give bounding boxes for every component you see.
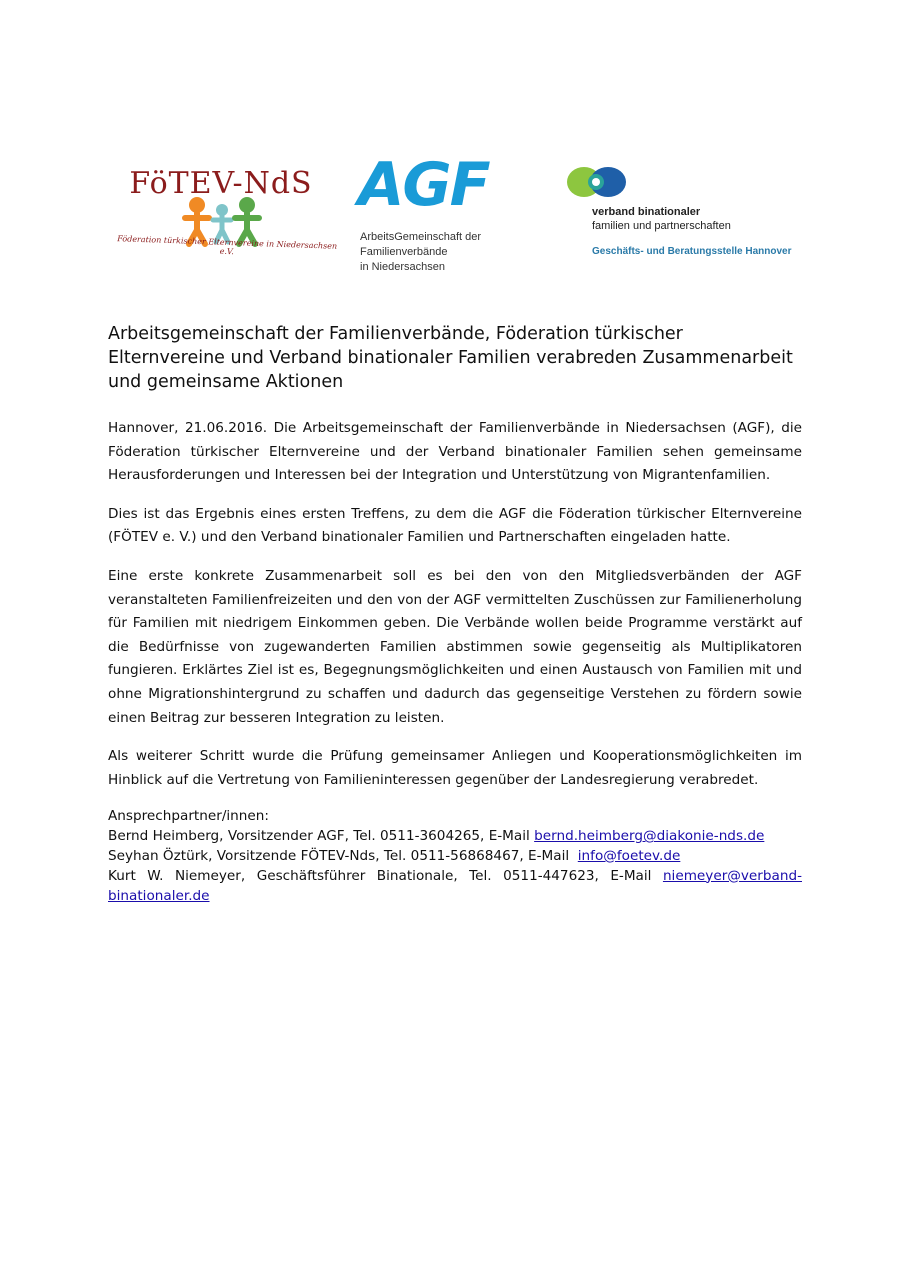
page-title: Arbeitsgemeinschaft der Familienverbände, Föderation türkischer Elternvereine und Verband binationaler Familien verabreden Zusammenarbeit und gemeinsame Aktionen (108, 324, 793, 392)
logo-bar (0, 0, 910, 300)
agf-logo-mark: AGF (358, 150, 489, 220)
contact-text: Bernd Heimberg, Vorsitzender AGF, Tel. 0511-3604265, E-Mail (108, 828, 535, 845)
email-link[interactable]: bernd.heimberg@diakonie-nds.de (534, 828, 765, 845)
paragraph-3: Eine erste konkrete Zusammenarbeit soll es bei den von den Mitgliedsverbänden der AGF veranstalteten Familienfreizeiten und den von der AGF vermittelten Zuschüssen zur Familienerholung für Familien mit niedrigem Einkommen geben. Die Verbände wollen beide Programme verstärkt auf die Bedürfnisse von zugewanderten Familien abstimmen sowie gegenseitig als Multiplikatoren fungieren. Erklärtes Ziel ist es, Begegnungsmöglichkeiten und einen Austausch von Familien mit und ohne Migrationshintergrund zu schaffen und dadurch das gegenseitige Verstehen zu fördern sowie einen Beitrag zur besseren Integration zu leisten. (108, 567, 802, 726)
contact-item (108, 827, 802, 847)
verband-logo-subtitle: familien und partnerschaften (592, 220, 731, 232)
verband-logo (566, 166, 806, 266)
email-link[interactable]: niemeyer@verband-binationaler.de (108, 867, 802, 904)
agf-subtitle-line2: in Niedersachsen (360, 261, 445, 273)
email-link[interactable]: info@foetev.de (577, 847, 681, 864)
contacts-section (108, 807, 802, 906)
fotev-logo-subtitle: Föderation türkischer Elternvereine in Niedersachsen e.V. (117, 234, 338, 257)
paragraph-1: Hannover, 21.06.2016. Die Arbeitsgemeinschaft der Familienverbände in Niedersachsen (AGF), die Föderation türkischer Elternvereine und der Verband binationaler Familien sehen gemeinsame Herausforderungen und Interessen bei der Integration und Unterstützung von Migrantenfamilien. (108, 420, 802, 484)
agf-logo (358, 150, 558, 273)
verband-logo-office: Geschäfts- und Beratungsstelle Hannover (592, 246, 792, 257)
contact-item (108, 867, 802, 907)
agf-logo-subtitle (360, 230, 560, 275)
contact-text: Seyhan Öztürk, Vorsitzende FÖTEV-Nds, Tel. 0511-56868467, E-Mail (108, 847, 578, 864)
paragraph-4: Als weiterer Schritt wurde die Prüfung gemeinsamer Anliegen und Kooperationsmöglichkeiten im Hinblick auf die Vertretung von Familieninteressen gegenüber der Landesregierung verabredet. (108, 748, 802, 788)
press-release (108, 322, 802, 906)
fotev-logo (107, 160, 338, 264)
contact-text: Kurt W. Niemeyer, Geschäftsführer Binationale, Tel. 0511-447623, E-Mail (108, 867, 663, 884)
contacts-heading: Ansprechpartner/innen: (108, 808, 269, 825)
agf-subtitle-line1: ArbeitsGemeinschaft der Familienverbände (360, 231, 482, 258)
fotev-logo-title: FöTEV-NdS (129, 166, 313, 201)
verband-logo-name: verband binationaler (592, 206, 701, 218)
contact-item (108, 847, 802, 867)
verband-circles-icon (566, 166, 630, 202)
paragraph-2: Dies ist das Ergebnis eines ersten Treffens, zu dem die AGF die Föderation türkischer Elternvereine (FÖTEV e. V.) und den Verband binationaler Familien und Partnerschaften eingeladen hatte. (108, 505, 802, 546)
